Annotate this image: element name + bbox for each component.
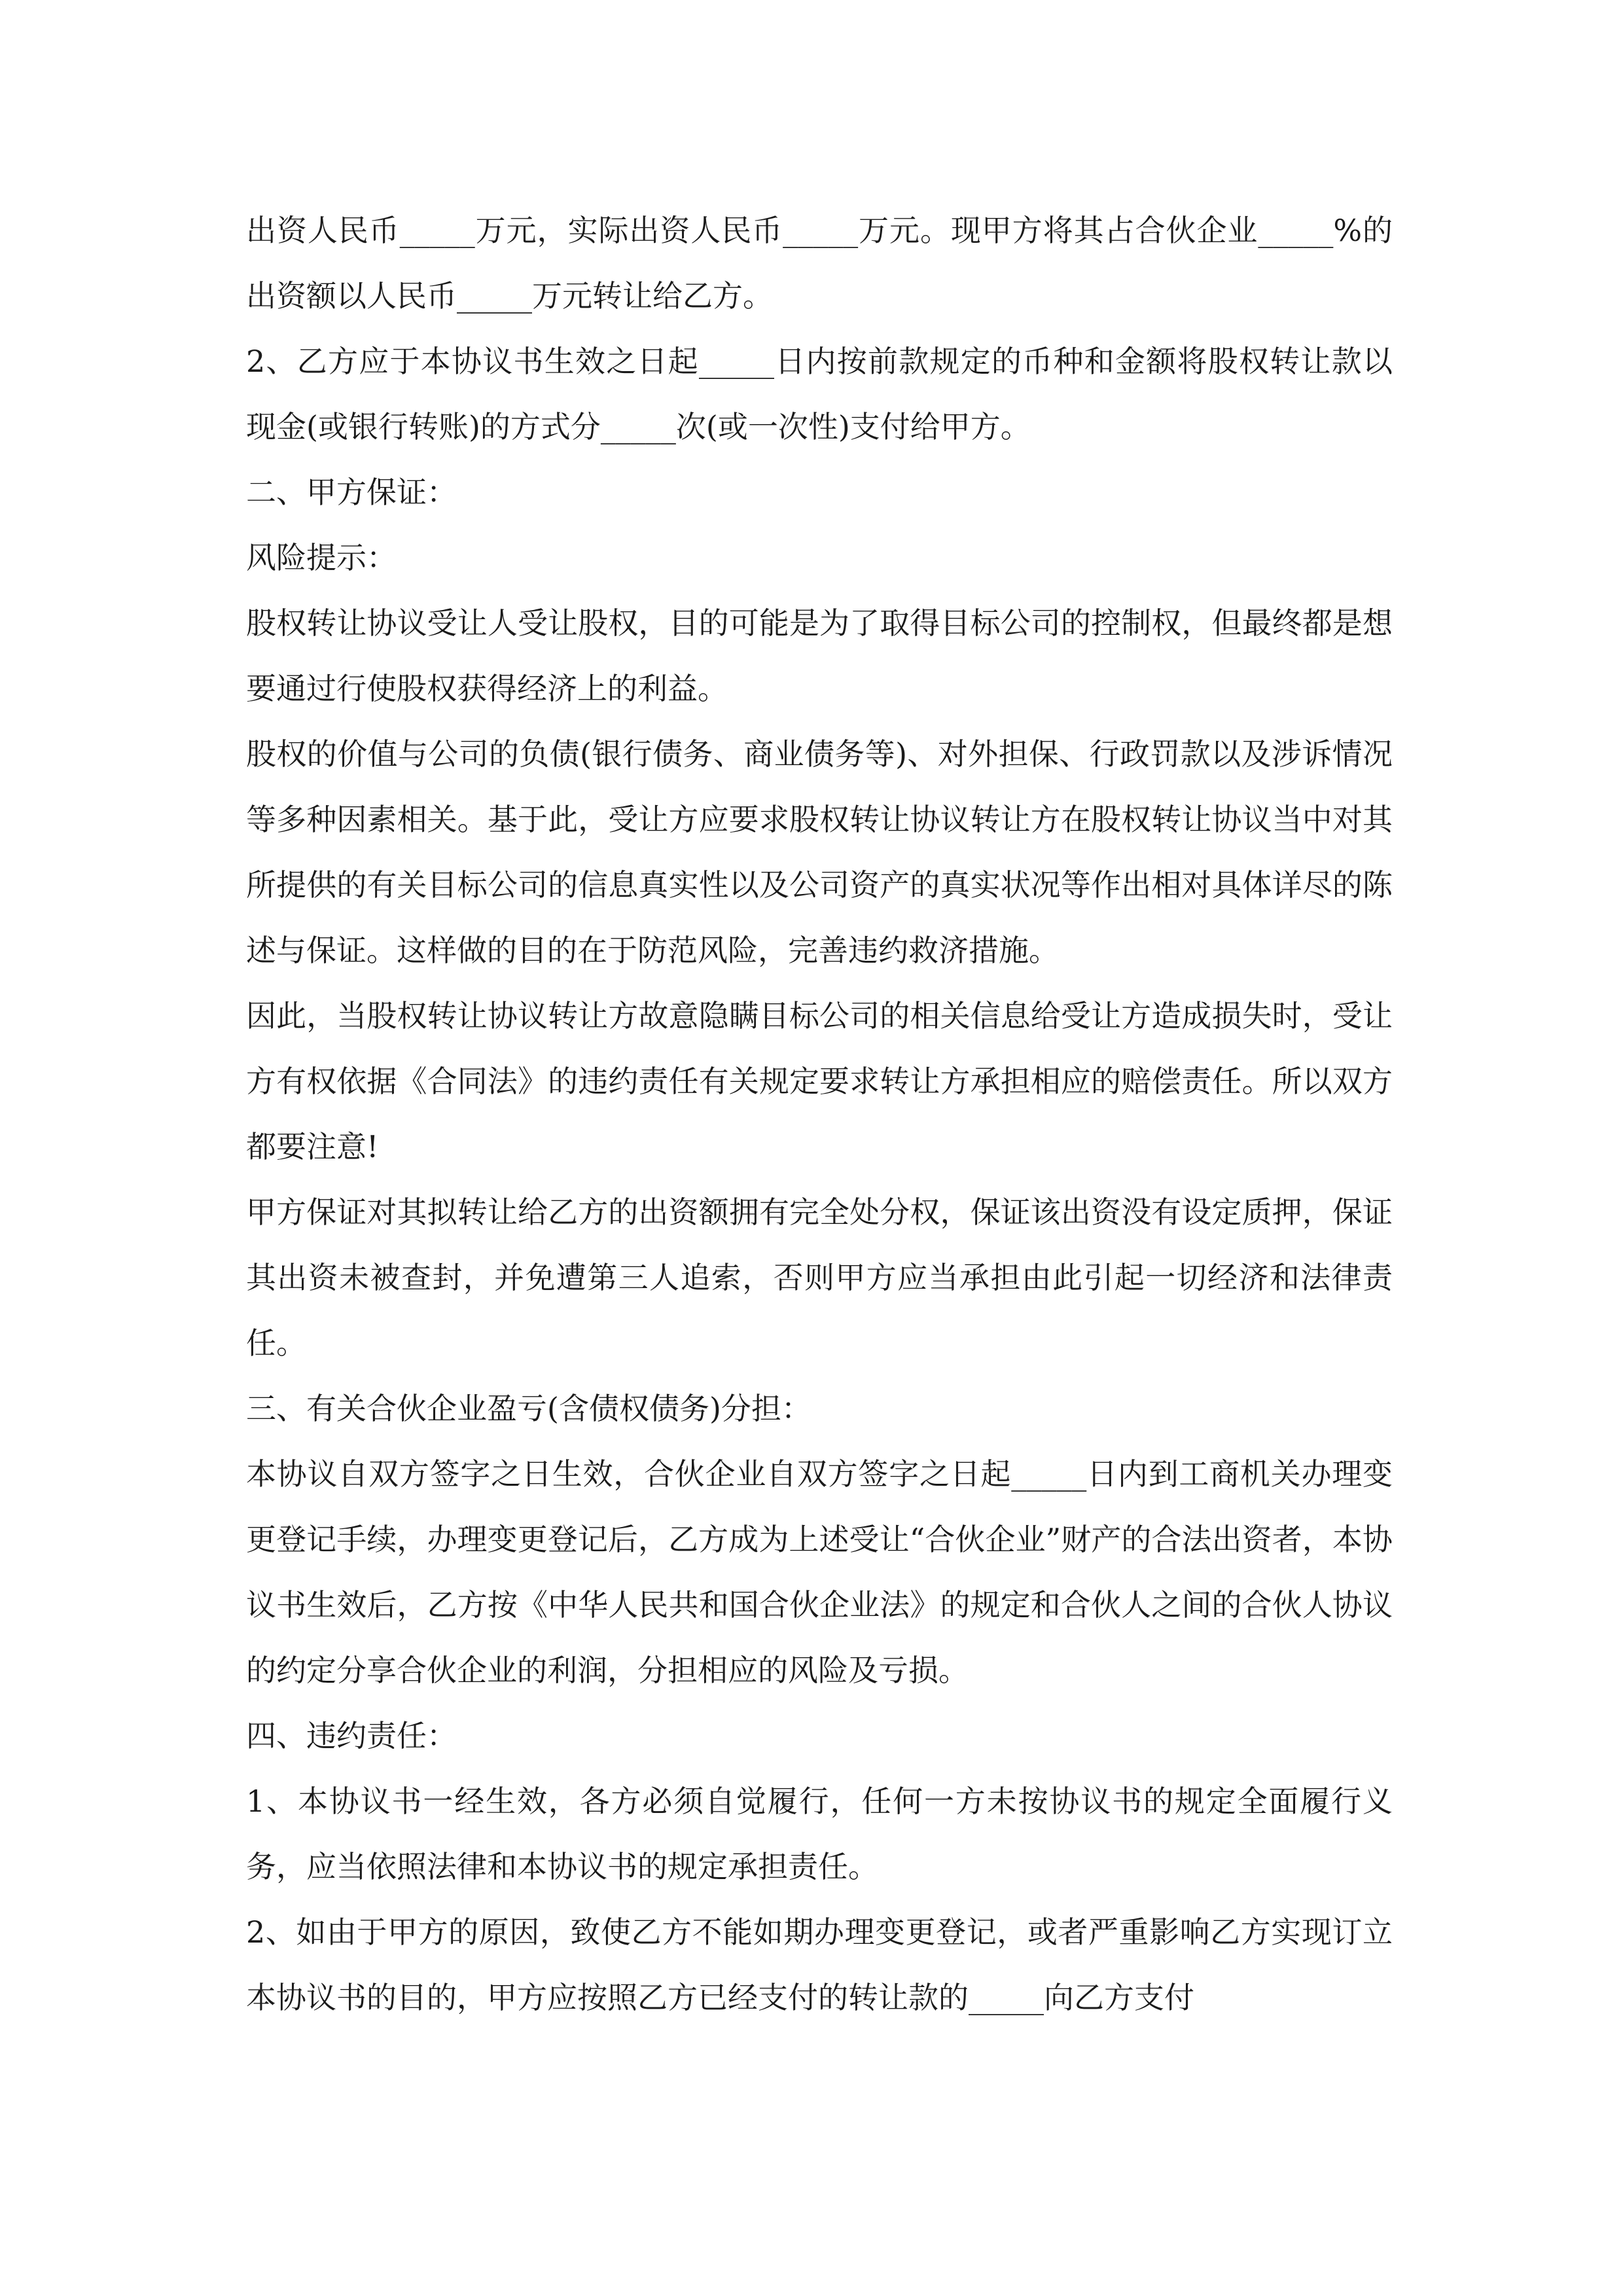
section-heading-party-a-guarantee: 二、甲方保证：	[246, 475, 457, 510]
paragraph-capital-amounts: 出资人民币_____万元，实际出资人民币_____万元。现甲方将其占合伙企业_____%的出资额以人民币_____万元转让给乙方。	[246, 213, 1393, 314]
paragraph-breach-1: 1、本协议书一经生效，各方必须自觉履行，任何一方未按协议书的规定全面履行义务，应当依照法律和本协议书的规定承担责任。	[246, 1784, 1393, 1884]
section-heading-profit-loss: 三、有关合伙企业盈亏(含债权债务)分担：	[246, 1391, 812, 1426]
paragraph-risk-compensation: 因此，当股权转让协议转让方故意隐瞒目标公司的相关信息给受让方造成损失时，受让方有权依据《合同法》的违约责任有关规定要求转让方承担相应的赔偿责任。所以双方都要注意!	[246, 998, 1393, 1164]
section-heading-breach: 四、违约责任：	[246, 1718, 457, 1753]
risk-notice-heading: 风险提示：	[246, 540, 397, 575]
paragraph-risk-value: 股权的价值与公司的负债(银行债务、商业债务等)、对外担保、行政罚款以及涉诉情况等多种因素相关。基于此，受让方应要求股权转让协议转让方在股权转让协议当中对其所提供的有关目标公司的信息真实性以及公司资产的真实状况等作出相对具体详尽的陈述与保证。这样做的目的在于防范风险，完善违约救济措施。	[246, 736, 1393, 968]
paragraph-profit-loss: 本协议自双方签字之日生效，合伙企业自双方签字之日起_____日内到工商机关办理变更登记手续，办理变更登记后，乙方成为上述受让“合伙企业”财产的合法出资者，本协议书生效后，乙方按《中华人民共和国合伙企业法》的规定和合伙人之间的合伙人协议的约定分享合伙企业的利润，分担相应的风险及亏损。	[246, 1456, 1393, 1688]
paragraph-breach-2: 2、如由于甲方的原因，致使乙方不能如期办理变更登记，或者严重影响乙方实现订立本协议书的目的，甲方应按照乙方已经支付的转让款的_____向乙方支付	[246, 1914, 1393, 2015]
paragraph-risk-purpose: 股权转让协议受让人受让股权，目的可能是为了取得目标公司的控制权，但最终都是想要通过行使股权获得经济上的利益。	[246, 605, 1393, 706]
document-body	[246, 198, 1393, 2030]
paragraph-party-a-guarantee: 甲方保证对其拟转让给乙方的出资额拥有完全处分权，保证该出资没有设定质押，保证其出资未被查封，并免遭第三人追索，否则甲方应当承担由此引起一切经济和法律责任。	[246, 1194, 1393, 1361]
paragraph-payment-term: 2、乙方应于本协议书生效之日起_____日内按前款规定的币种和金额将股权转让款以现金(或银行转账)的方式分_____次(或一次性)支付给甲方。	[246, 344, 1393, 444]
